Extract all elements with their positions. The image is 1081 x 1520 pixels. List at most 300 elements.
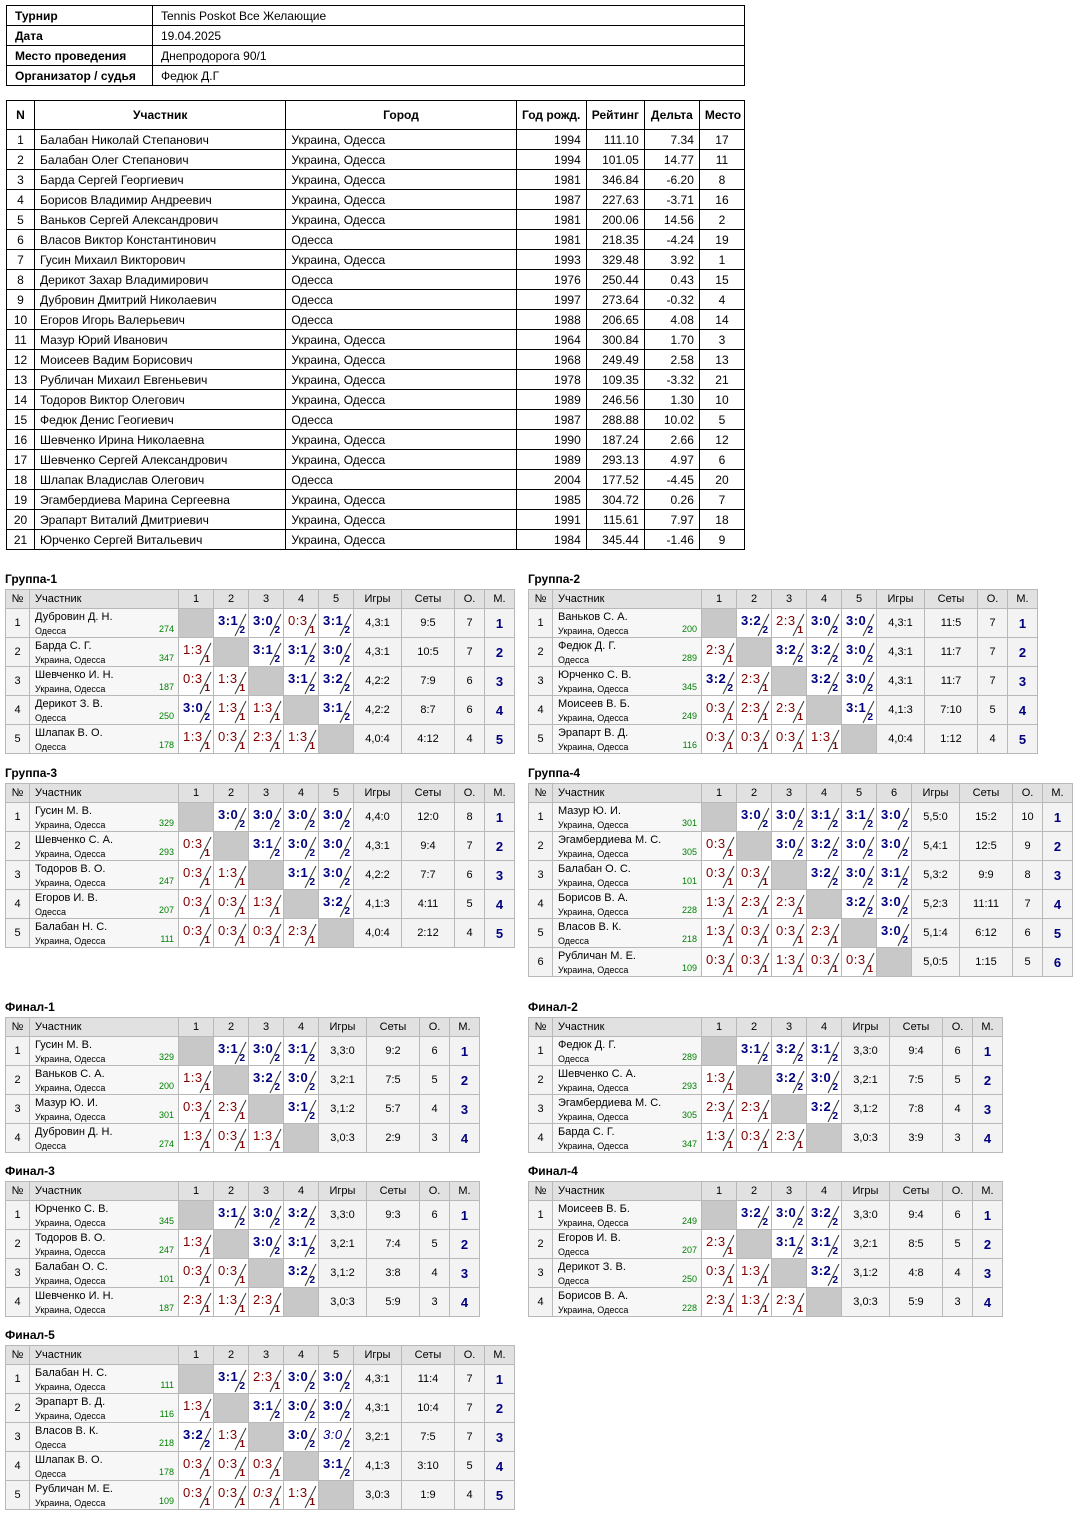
player-games: 3,2:1 [319,1066,367,1095]
participant-cell: Одесса [286,470,516,490]
match-points: 2 [832,683,838,694]
group-player-row [6,1365,515,1394]
match-score: 3:1 [218,1205,239,1220]
player-place: 3 [1043,861,1073,890]
match-score: 0:3 [253,1456,273,1471]
match-score-cell [772,1230,807,1259]
match-score-cell [842,832,877,861]
player-place: 2 [485,832,515,861]
match-score-cell [807,803,842,832]
self-match-cell [249,1095,284,1124]
match-points: 2 [239,1381,245,1392]
player-points: 7 [978,609,1008,638]
group-player-row [529,861,1073,890]
match-score: 3:0 [288,1427,309,1442]
col-name-header: Участник [30,1182,179,1201]
player-cell [553,803,702,832]
participant-row [7,470,745,490]
group-player-row [6,667,515,696]
col-opponent-header: 5 [842,590,877,609]
player-number: 4 [6,696,30,725]
match-score-cell [214,1259,249,1288]
match-score-cell [807,1230,842,1259]
group-player-row [529,1230,1003,1259]
match-score-cell [179,1452,214,1481]
participant-cell: Ваньков Сергей Александрович [35,210,286,230]
participant-cell: Федюк Денис Геогиевич [35,410,286,430]
participant-cell: 13 [699,350,744,370]
match-score: 1:3 [706,923,726,938]
participant-row [7,130,745,150]
participant-cell: 111.10 [586,130,644,150]
player-name: Моисеев В. Б. [558,698,630,710]
match-score: 1:3 [183,642,203,657]
match-score: 3:1 [811,807,832,822]
participant-cell: 2.58 [644,350,699,370]
match-points: 2 [274,1082,280,1093]
player-number: 4 [529,1124,553,1153]
player-rating: 329 [158,1052,174,1062]
col-name-header: Участник [553,1182,702,1201]
match-score-cell [737,667,772,696]
match-score: 3:2 [811,671,832,686]
group-header-row [6,590,515,609]
participant-cell: 200.06 [586,210,644,230]
player-city: Украина, Одесса [558,713,629,723]
participant-cell: 250.44 [586,270,644,290]
match-score-cell [807,609,842,638]
participant-cell: 3.92 [644,250,699,270]
match-points: 2 [274,1410,280,1421]
player-points: 5 [455,1452,485,1481]
player-place: 5 [1008,725,1038,754]
match-score: 3:0 [776,1205,797,1220]
match-score-cell [702,919,737,948]
info-row [7,26,745,46]
match-points: 2 [867,712,873,723]
info-label: Место проведения [7,46,153,66]
player-number: 2 [529,1066,553,1095]
player-cell [30,638,179,667]
player-place: 4 [1043,890,1073,919]
player-points: 7 [455,1394,485,1423]
match-score: 0:3 [218,894,238,909]
participant-row [7,490,745,510]
player-sets: 7:10 [925,696,978,725]
participants-header-cell: Год рожд. [516,101,586,130]
participant-cell: 4 [7,190,35,210]
match-score: 3:0 [776,836,797,851]
col-opponent-header: 2 [737,590,772,609]
player-rating: 329 [158,818,174,828]
player-name: Шевченко С. А. [35,834,114,846]
player-place: 1 [450,1037,480,1066]
participant-cell: 115.61 [586,510,644,530]
match-score: 1:3 [218,865,238,880]
final-4-block [528,1164,1003,1317]
player-name: Шевченко С. А. [558,1068,637,1080]
player-city: Одесса [558,1276,590,1286]
self-match-cell [702,609,737,638]
match-points: 2 [344,712,350,723]
participant-cell: Украина, Одесса [286,430,516,450]
match-score: 3:1 [881,865,902,880]
player-city: Украина, Одесса [558,965,629,975]
col-opponent-header: 2 [737,784,772,803]
player-points: 3 [420,1288,450,1317]
self-match-cell [319,919,354,948]
match-score-cell [179,1066,214,1095]
col-games-header: Игры [877,590,925,609]
match-score: 2:3 [741,1099,761,1114]
group-player-row [6,696,515,725]
player-place: 3 [485,861,515,890]
player-rating: 200 [158,1081,174,1091]
match-points: 2 [762,625,768,636]
col-opponent-header: 1 [702,784,737,803]
match-score-cell [772,832,807,861]
match-score-cell [214,1201,249,1230]
player-points: 5 [943,1066,973,1095]
match-score: 3:1 [288,1234,309,1249]
participant-cell: 16 [7,430,35,450]
match-points: 1 [239,1468,245,1479]
col-num-header: № [529,590,553,609]
self-match-cell [249,1423,284,1452]
player-city: Украина, Одесса [558,878,629,888]
match-points: 2 [762,819,768,830]
player-cell [553,1259,702,1288]
player-number: 3 [529,667,553,696]
player-number: 3 [6,667,30,696]
match-score: 0:3 [288,613,308,628]
final-2-block [528,1000,1003,1153]
player-games: 3,0:3 [319,1288,367,1317]
match-points: 1 [204,654,210,665]
player-games: 3,2:1 [842,1066,890,1095]
match-score-cell [284,638,319,667]
player-place: 2 [1043,832,1073,861]
match-score-cell [284,1394,319,1423]
match-score: 0:3 [706,1263,726,1278]
participant-row [7,430,745,450]
participant-cell: Рубличан Михаил Евгеньевич [35,370,286,390]
participant-cell: Украина, Одесса [286,490,516,510]
player-points: 5 [1013,948,1043,977]
participant-cell: Украина, Одесса [286,150,516,170]
col-opponent-header: 2 [214,590,249,609]
match-points: 1 [204,1304,210,1315]
match-score: 3:1 [323,700,344,715]
match-points: 2 [867,906,873,917]
player-sets: 11:7 [925,638,978,667]
match-score-cell [249,725,284,754]
player-number: 1 [6,803,30,832]
col-opponent-header: 3 [249,590,284,609]
player-cell [553,609,702,638]
match-score: 3:2 [706,671,727,686]
group-player-row [6,1095,480,1124]
col-opponent-header: 1 [179,784,214,803]
match-points: 1 [762,964,768,975]
match-score: 3:2 [253,1070,274,1085]
match-points: 2 [797,1053,803,1064]
participant-cell: 18 [7,470,35,490]
player-games: 3,3:0 [842,1037,890,1066]
col-opponent-header: 1 [702,590,737,609]
match-points: 2 [797,1246,803,1257]
participant-cell: 19 [699,230,744,250]
player-games: 3,3:0 [319,1037,367,1066]
match-score: 1:3 [183,729,203,744]
player-cell [553,638,702,667]
participant-cell: 187.24 [586,430,644,450]
match-score-cell [807,725,842,754]
col-points-header: О. [978,590,1008,609]
participant-cell: 15 [699,270,744,290]
participant-cell: 17 [7,450,35,470]
col-games-header: Игры [319,1018,367,1037]
player-name: Гусин М. В. [35,1039,93,1051]
group-player-row [6,861,515,890]
group-header-row [6,1182,480,1201]
player-games: 4,3:1 [877,609,925,638]
match-score: 3:0 [881,807,902,822]
match-score-cell [702,1288,737,1317]
match-score-cell [807,1066,842,1095]
match-points: 2 [727,683,733,694]
match-score-cell [179,832,214,861]
col-num-header: № [529,1182,553,1201]
match-score-cell [179,667,214,696]
match-score-cell [284,609,319,638]
participant-cell: 8 [7,270,35,290]
match-score-cell [842,696,877,725]
match-score: 1:3 [706,1070,726,1085]
player-city: Одесса [558,936,590,946]
player-number: 5 [6,919,30,948]
match-score-cell [842,861,877,890]
player-number: 4 [529,1288,553,1317]
match-score: 2:3 [741,894,761,909]
match-score-cell [284,1230,319,1259]
col-sets-header: Сеты [960,784,1013,803]
col-opponent-header: 3 [249,1182,284,1201]
player-number: 5 [6,725,30,754]
player-name: Шлапак В. О. [35,1454,103,1466]
player-name: Рубличан М. Е. [558,950,636,962]
player-name: Ваньков С. А. [558,611,628,623]
player-points: 4 [455,919,485,948]
match-score: 1:3 [218,671,238,686]
player-cell [553,832,702,861]
player-number: 2 [529,832,553,861]
match-score: 1:3 [253,700,273,715]
match-score: 3:0 [253,1041,274,1056]
match-score: 3:2 [183,1427,204,1442]
match-score: 3:1 [253,1398,274,1413]
participant-cell: 1.70 [644,330,699,350]
match-score-cell [877,832,912,861]
participant-cell: 1964 [516,330,586,350]
participant-cell: 273.64 [586,290,644,310]
participant-cell: 1989 [516,450,586,470]
match-points: 2 [797,654,803,665]
participant-cell: 8 [699,170,744,190]
match-score: 0:3 [183,923,203,938]
player-city: Украина, Одесса [35,1054,106,1064]
participant-cell: 5 [7,210,35,230]
participant-cell: 1990 [516,430,586,450]
participant-cell: Украина, Одесса [286,190,516,210]
col-opponent-header: 3 [249,784,284,803]
player-name: Дубровин Д. Н. [35,611,113,623]
player-number: 2 [6,1230,30,1259]
group-table [5,1345,515,1510]
match-points: 2 [797,819,803,830]
match-score-cell [772,948,807,977]
player-cell [553,1201,702,1230]
group-player-row [6,1394,515,1423]
player-name: Борисов В. А. [558,892,629,904]
self-match-cell [214,1230,249,1259]
participant-cell: 14 [7,390,35,410]
group-title: Финал-2 [528,1000,578,1014]
match-score-cell [737,803,772,832]
group-1-block [5,572,515,754]
player-name: Барда С. Г. [558,1126,615,1138]
participant-cell: 1981 [516,170,586,190]
participant-cell: 3 [7,170,35,190]
col-place-header: М. [485,1346,515,1365]
col-points-header: О. [455,1346,485,1365]
player-name: Ваньков С. А. [35,1068,105,1080]
player-place: 1 [485,1365,515,1394]
player-number: 2 [529,638,553,667]
player-place: 1 [1043,803,1073,832]
match-score: 0:3 [183,836,203,851]
player-sets: 1:12 [925,725,978,754]
match-score: 3:0 [288,1070,309,1085]
match-points: 1 [239,683,245,694]
participant-cell: Украина, Одесса [286,350,516,370]
participant-cell: 0.26 [644,490,699,510]
participant-cell: 1985 [516,490,586,510]
match-score: 1:3 [183,1070,203,1085]
match-score-cell [877,861,912,890]
match-points: 1 [727,877,733,888]
participant-cell: 1994 [516,150,586,170]
info-value: Tennis Poskot Все Желающие [153,6,745,26]
player-rating: 207 [681,1245,697,1255]
player-city: Одесса [35,907,67,917]
player-games: 4,2:2 [354,696,402,725]
player-rating: 249 [681,711,697,721]
match-score: 1:3 [706,894,726,909]
player-games: 5,2:3 [912,890,960,919]
match-score-cell [702,696,737,725]
match-score-cell [214,1124,249,1153]
col-points-header: О. [455,590,485,609]
player-place: 4 [450,1124,480,1153]
match-score-cell [249,832,284,861]
player-points: 6 [455,696,485,725]
match-points: 2 [274,1217,280,1228]
col-num-header: № [529,784,553,803]
match-score: 1:3 [183,1234,203,1249]
match-points: 1 [762,741,768,752]
player-rating: 301 [158,1110,174,1120]
player-games: 3,1:2 [842,1259,890,1288]
player-points: 5 [420,1230,450,1259]
match-score: 2:3 [706,642,726,657]
player-rating: 228 [681,1303,697,1313]
match-score-cell [842,890,877,919]
participant-cell: 1989 [516,390,586,410]
player-points: 6 [455,667,485,696]
participant-cell: -1.46 [644,530,699,550]
match-score-cell [249,696,284,725]
match-score: 3:0 [811,1070,832,1085]
player-place: 3 [450,1095,480,1124]
match-score-cell [214,696,249,725]
player-city: Украина, Одесса [558,742,629,752]
match-score: 3:1 [288,671,309,686]
player-games: 4,0:4 [877,725,925,754]
participant-cell: Гусин Михаил Викторович [35,250,286,270]
player-number: 4 [6,1452,30,1481]
match-score-cell [179,1394,214,1423]
player-games: 3,0:3 [319,1124,367,1153]
match-score-cell [214,1481,249,1510]
group-player-row [6,1481,515,1510]
group-player-row [529,1201,1003,1230]
match-points: 1 [239,741,245,752]
participant-row [7,270,745,290]
player-cell [553,890,702,919]
player-points: 8 [1013,861,1043,890]
match-points: 2 [344,1468,350,1479]
match-score: 0:3 [706,952,726,967]
match-score-cell [249,1124,284,1153]
col-opponent-header: 1 [179,590,214,609]
participant-cell: 6 [699,450,744,470]
player-rating: 274 [158,624,174,634]
col-opponent-header: 4 [807,1182,842,1201]
match-points: 1 [204,848,210,859]
match-score-cell [319,832,354,861]
participant-cell: Одесса [286,270,516,290]
match-score-cell [214,803,249,832]
self-match-cell [179,1201,214,1230]
match-points: 1 [204,1497,210,1508]
player-points: 8 [455,803,485,832]
participant-cell: 7.97 [644,510,699,530]
participant-cell: 249.49 [586,350,644,370]
participant-cell: -3.32 [644,370,699,390]
match-score: 3:0 [846,613,867,628]
player-rating: 178 [158,740,174,750]
participant-cell: 2 [699,210,744,230]
match-score: 2:3 [706,1292,726,1307]
player-place: 3 [450,1259,480,1288]
match-score: 0:3 [253,923,273,938]
match-score: 3:0 [323,1427,343,1442]
player-games: 4,1:3 [877,696,925,725]
match-points: 2 [762,1053,768,1064]
col-place-header: М. [450,1018,480,1037]
self-match-cell [284,890,319,919]
